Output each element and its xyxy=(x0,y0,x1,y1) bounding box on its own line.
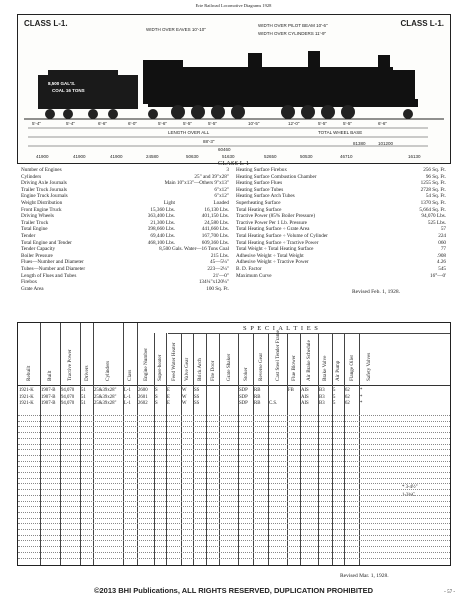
table-cell: 2600 xyxy=(138,388,148,393)
safety-valve-note-2: 1-3¾C xyxy=(402,493,416,498)
column-header: Cylinders xyxy=(105,360,111,381)
table-cell: W xyxy=(182,401,187,406)
class-label-left: CLASS L-1. xyxy=(24,19,68,28)
axle-weight-7: 52650 xyxy=(264,154,277,159)
column-header: Flue Blower xyxy=(290,355,297,381)
table-cell: 1921-K xyxy=(19,394,34,400)
right-spec-row xyxy=(236,200,446,207)
axle-weight-5: 50630 xyxy=(186,154,199,159)
table-cell: SDP xyxy=(239,388,248,393)
table-cell: 51 xyxy=(81,388,86,393)
table-cell: 94,070 xyxy=(61,388,75,393)
table-cell: 62 xyxy=(345,394,350,400)
table-cell: 2602 xyxy=(138,401,148,406)
left-specs xyxy=(21,167,229,292)
weight-light: 21,300 Lbs. xyxy=(150,219,175,226)
header-divider xyxy=(18,385,450,386)
table-cell: 5 xyxy=(333,401,336,406)
table-row xyxy=(18,455,450,456)
width-pilot-label: WIDTH OVER PILOT BEAM 10'-6" xyxy=(258,23,328,28)
right-spec-row-label: Total Heating Surface ÷ Volume of Cylinder xyxy=(236,232,328,239)
table-cell: 51 xyxy=(81,401,86,406)
table-cell: W xyxy=(182,388,187,393)
right-spec-row-label: Tractive Power (85% Boiler Pressure) xyxy=(236,213,316,220)
weight-row xyxy=(21,233,229,240)
right-spec-row xyxy=(236,266,446,273)
axle-weight-9: 46710 xyxy=(340,154,353,159)
column-header: Brake Valve xyxy=(322,355,328,381)
right-spec-row-label: B. D. Factor xyxy=(236,265,262,272)
table-row xyxy=(18,449,450,450)
left-spec-row xyxy=(21,253,229,260)
column-header: Engine Number xyxy=(142,348,149,381)
right-spec-row xyxy=(236,273,446,280)
dim-9: 12'-0" xyxy=(288,121,300,126)
weight-light: 69,440 Lbs. xyxy=(150,232,175,239)
table-cell: * xyxy=(360,388,363,393)
table-row xyxy=(18,478,450,479)
table-row xyxy=(18,483,450,484)
right-specs xyxy=(236,167,446,279)
right-spec-row-value: 57 xyxy=(440,226,446,233)
table-row xyxy=(18,489,450,490)
table-cell: 94,070 xyxy=(61,394,75,400)
table-cell: SDP xyxy=(239,394,248,400)
table-row xyxy=(18,506,450,507)
table-row xyxy=(18,495,450,496)
table-cell: L-1 xyxy=(124,401,131,406)
weight-label: Total Engine xyxy=(21,226,48,233)
table-cell: 1907-B xyxy=(41,401,56,406)
column-header: Stoker xyxy=(242,367,249,381)
right-spec-row-label: Total Heating Surface ÷ Tractive Power xyxy=(236,239,319,246)
table-cell: RB xyxy=(254,394,261,400)
weight-light: 398,660 Lbs. xyxy=(147,226,175,233)
right-spec-row-value: 77 xyxy=(440,246,446,253)
right-spec-row-value: 2728 Sq. Ft. xyxy=(420,186,446,193)
table-cell: 1921-K xyxy=(19,401,34,406)
table-cell: L-1 xyxy=(124,388,131,393)
weight-label: Driving Wheels xyxy=(21,213,54,220)
left-spec-row-label: Firebox xyxy=(21,279,38,286)
copyright-footer: ©2013 BHI Publications, ALL RIGHTS RESERVED, DUPLICATION PROHIBITED xyxy=(93,586,374,595)
weight-loaded: 24,580 Lbs. xyxy=(204,219,229,226)
column-header: Feed Water Heater xyxy=(170,342,177,381)
left-spec-row xyxy=(21,174,229,181)
dim-11: 5'-5" xyxy=(343,121,352,126)
left-spec-row-value: 223—2¼" xyxy=(207,265,229,272)
weight-light: 363,400 Lbs. xyxy=(147,213,175,220)
weight-dist-header: Weight Distribution xyxy=(21,199,63,206)
column-header: Reverse Gear xyxy=(257,352,264,381)
table-cell: 62 xyxy=(345,388,350,393)
table-row xyxy=(18,426,450,427)
weight-light-header: Light xyxy=(163,199,175,206)
weight-row xyxy=(21,226,229,233)
weight-light: 15,360 Lbs. xyxy=(150,206,175,213)
right-spec-row xyxy=(236,213,446,220)
table-cell: E xyxy=(167,388,170,393)
dim-10: 5'-5" xyxy=(318,121,327,126)
table-row xyxy=(18,461,450,462)
right-spec-row xyxy=(236,233,446,240)
table-cell: 51 xyxy=(81,394,86,400)
weight-label: Trailer Truck xyxy=(21,219,49,226)
safety-valve-note-1: * 3-4½" xyxy=(402,485,418,490)
left-spec-row-value: 134¼"x120¼" xyxy=(198,279,229,286)
table-cell: S xyxy=(155,388,158,393)
right-spec-row-label: Adhesive Weight ÷ Total Weight xyxy=(236,252,304,259)
left-spec-row-value: 100 Sq. Ft. xyxy=(206,285,229,292)
revised-date-2: Revised Mar. 1, 1928. xyxy=(340,573,389,579)
left-spec-row xyxy=(21,167,229,174)
right-spec-row xyxy=(236,253,446,260)
right-spec-row-value: 525 Lbs. xyxy=(427,219,446,226)
width-cylinders-label: WIDTH OVER CYLINDERS 11'-9" xyxy=(258,31,327,36)
left-spec-row-value: 25" and 39"x28" xyxy=(194,173,229,180)
weight-loaded: 401,150 Lbs. xyxy=(201,213,229,220)
left-spec-row-label: Tubes—Number and Diameter xyxy=(21,265,86,272)
column-header: Safety Valves xyxy=(366,352,372,381)
axle-weight-1: 41900 xyxy=(36,154,49,159)
right-spec-row-value: 545 xyxy=(438,265,446,272)
table-cell: AIS xyxy=(301,388,309,393)
weight-label: Tender xyxy=(21,232,36,239)
left-spec-row-label: Tender Capacity xyxy=(21,246,56,253)
specialties-divider xyxy=(168,333,450,334)
table-row xyxy=(18,558,450,559)
axle-weight-8: 50530 xyxy=(300,154,313,159)
right-spec-row-value: 4.26 xyxy=(436,259,446,266)
dim-2: 5'-4" xyxy=(66,121,75,126)
left-spec-row xyxy=(21,187,229,194)
right-spec-row-label: Total Weight ÷ Total Heating Surface xyxy=(236,246,314,253)
dim-4: 6'-0" xyxy=(128,121,137,126)
right-spec-row-value: 1255 Sq. Ft. xyxy=(420,180,446,187)
column-header: Grate Shaker xyxy=(225,353,232,381)
table-cell: 5 xyxy=(333,388,336,393)
left-spec-row-value: 6"x12" xyxy=(214,193,229,200)
weight-loaded: 441,660 Lbs. xyxy=(201,226,229,233)
table-cell: L-1 xyxy=(124,394,131,400)
table-cell: 94,070 xyxy=(61,401,75,406)
table-cell: SS xyxy=(194,401,200,406)
table-cell: W xyxy=(182,394,187,400)
weight-row xyxy=(21,220,229,227)
left-spec-row-label: Engine Truck Journals xyxy=(21,193,68,200)
weight-light: 468,100 Lbs. xyxy=(147,239,175,246)
spec-title: CLASS L-1 xyxy=(217,160,250,167)
right-spec-row xyxy=(236,226,446,233)
table-row xyxy=(18,546,450,547)
dim-6: 5'-5" xyxy=(183,121,192,126)
table-row xyxy=(18,529,450,530)
column-header: Flange Oiler xyxy=(348,354,355,381)
table-cell: 2601 xyxy=(138,394,148,400)
right-spec-row-value: 256 Sq. Ft. xyxy=(423,167,446,173)
length-over-all-label: LENGTH OVER ALL xyxy=(168,130,210,135)
left-spec-row xyxy=(21,246,229,253)
left-spec-row-label: Boiler Pressure xyxy=(21,252,53,259)
mid-weight-2: 81380 xyxy=(353,141,366,146)
table-cell: SS xyxy=(194,394,200,400)
right-spec-row-value: 96 Sq. Ft. xyxy=(425,173,446,180)
left-spec-row xyxy=(21,180,229,187)
axle-weight-10: 16130 xyxy=(408,154,421,159)
total-wheel-base-label: TOTAL WHEEL BASE xyxy=(318,130,363,135)
table-row xyxy=(18,518,450,519)
table-cell: FB xyxy=(288,388,294,393)
left-spec-row-value: Main 10"x13"—Others 9"x13" xyxy=(164,180,229,187)
table-cell: 25&39x28" xyxy=(94,394,117,400)
table-cell: S xyxy=(155,394,158,400)
table-cell: AIS xyxy=(301,394,309,400)
right-spec-row-value: .908 xyxy=(436,252,446,259)
tender-capacity-label: 8,500 GAL'S. xyxy=(48,81,76,86)
right-spec-row xyxy=(236,259,446,266)
table-cell: B3 xyxy=(319,388,325,393)
right-spec-row-value: 94,070 Lbs. xyxy=(421,213,446,220)
right-spec-row-value: 224 xyxy=(438,232,446,239)
left-spec-row-label: Driving Axle Journals xyxy=(21,180,67,187)
weight-loaded: 167,700 Lbs. xyxy=(201,232,229,239)
table-row xyxy=(18,415,450,416)
right-spec-row-label: Heating Surface Firebox xyxy=(236,167,287,173)
left-spec-row-value: 21'—0" xyxy=(212,272,229,279)
revised-date-1: Revised Feb. 1, 1928. xyxy=(352,289,400,295)
table-cell: 1907-B xyxy=(41,394,56,400)
table-row xyxy=(18,540,450,541)
class-label-right: CLASS L-1. xyxy=(400,19,444,28)
table-row xyxy=(18,552,450,553)
left-spec-row xyxy=(21,259,229,266)
table-row xyxy=(18,523,450,524)
right-spec-row-label: Superheating Surface xyxy=(236,199,281,206)
column-header: Class xyxy=(127,369,133,381)
left-spec-row-value: 3 xyxy=(226,167,229,173)
table-cell: SDP xyxy=(239,401,248,406)
left-spec-row-value: 45—5¼" xyxy=(210,259,229,266)
dim-7: 5'-5" xyxy=(208,121,217,126)
weight-loaded-header: Loaded xyxy=(213,199,229,206)
right-spec-row-value: 5,664 Sq. Ft. xyxy=(419,206,446,213)
table-cell: C.S. xyxy=(269,401,278,406)
dim-1: 5'-4" xyxy=(32,121,41,126)
right-spec-row xyxy=(236,193,446,200)
table-cell: 62 xyxy=(345,401,350,406)
left-spec-row-value: 8,500 Gals. Water—16 Tons Coal xyxy=(159,246,229,253)
table-row xyxy=(18,472,450,473)
weight-loaded: 16,130 Lbs. xyxy=(204,206,229,213)
left-spec-row-label: Flues—Number and Diameter xyxy=(21,259,84,266)
column-header: Air Pump xyxy=(335,360,341,381)
right-spec-row-label: Total Heating Surface xyxy=(236,206,282,213)
column-header: Cast Steel Tender Frame xyxy=(274,330,281,381)
table-row xyxy=(18,444,450,445)
right-spec-row-label: Maximum Curve xyxy=(236,272,272,279)
table-cell: * xyxy=(360,394,363,400)
right-spec-row-value: 54 Sq. Ft. xyxy=(425,193,446,200)
table-cell: 25&39x28" xyxy=(94,388,117,393)
right-spec-row xyxy=(236,180,446,187)
left-spec-row-label: Number of Engines xyxy=(21,167,62,173)
table-cell: B3 xyxy=(319,394,325,400)
weight-row xyxy=(21,213,229,220)
specialties-title: S P E C I A L T I E S xyxy=(243,325,319,332)
left-spec-row-label: Length of Flues and Tubes xyxy=(21,272,77,279)
width-eaves-label: WIDTH OVER EAVES 10'-10" xyxy=(146,27,206,32)
left-spec-row xyxy=(21,193,229,200)
axle-weight-6: 51630 xyxy=(222,154,235,159)
left-spec-row-value: 6"x12" xyxy=(214,186,229,193)
left-spec-row xyxy=(21,273,229,280)
mid-weight-1: 60460 xyxy=(218,147,231,152)
table-cell: 1907-B xyxy=(41,388,56,393)
weight-row xyxy=(21,207,229,214)
table-cell: RB xyxy=(254,388,261,393)
table-cell: E xyxy=(167,401,170,406)
column-header: Air Brake Schedule xyxy=(306,340,312,381)
right-spec-row-label: Heating Surface Combustion Chamber xyxy=(236,173,317,180)
column-header: Built xyxy=(47,370,53,381)
right-spec-row-label: Heating Surface Tubes xyxy=(236,186,284,193)
table-cell: B3 xyxy=(319,401,325,406)
right-spec-row-value: 1370 Sq. Ft. xyxy=(420,199,446,206)
right-spec-row-label: Adhesive Weight ÷ Tractive Power xyxy=(236,259,309,266)
weight-row xyxy=(21,240,229,247)
column-header: Valve Gear xyxy=(184,357,190,381)
dim-8: 10'-5" xyxy=(248,121,260,126)
right-spec-row-label: Tractive Power Per 1 Lb. Pressure xyxy=(236,219,307,226)
table-cell: SS xyxy=(194,388,200,393)
left-spec-row-label: Cylinders xyxy=(21,173,42,180)
right-spec-row xyxy=(236,167,446,174)
weight-header xyxy=(21,200,229,207)
length-over-all-value: 88'-3" xyxy=(203,139,215,144)
coal-capacity-label: COAL 16 TONS xyxy=(52,88,85,93)
engine-table xyxy=(17,322,451,566)
right-spec-row-value: 16°—0' xyxy=(430,272,446,279)
left-spec-row xyxy=(21,266,229,273)
column-header: Fire Door xyxy=(209,360,216,381)
table-row xyxy=(18,501,450,502)
weight-label: Total Engine and Tender xyxy=(21,239,72,246)
axle-weight-4: 24580 xyxy=(146,154,159,159)
right-spec-row-label: Heating Surface Flues xyxy=(236,180,283,187)
table-cell: AIS xyxy=(301,401,309,406)
page-number: - 57 - xyxy=(444,590,455,595)
page-header: Erie Railroad Locomotive Diagrams 1928 xyxy=(195,3,272,8)
table-cell: * xyxy=(360,401,363,406)
table-row xyxy=(18,432,450,433)
table-cell: S xyxy=(155,401,158,406)
table-cell: E xyxy=(167,394,170,400)
table-cell: RB xyxy=(254,401,261,406)
table-cell: 5 xyxy=(333,394,336,400)
dim-5: 5'-6" xyxy=(158,121,167,126)
table-row xyxy=(18,535,450,536)
table-cell: 25&39x28" xyxy=(94,401,117,406)
right-spec-row xyxy=(236,246,446,253)
left-spec-row xyxy=(21,279,229,286)
axle-weight-2: 41900 xyxy=(73,154,86,159)
right-spec-row-value: 060 xyxy=(438,239,446,246)
left-spec-row-label: Trailer Truck Journals xyxy=(21,186,67,193)
right-spec-row-label: Total Heating Surface ÷ Grate Area xyxy=(236,226,310,233)
dim-3: 6'-6" xyxy=(98,121,107,126)
column-header: Brick Arch xyxy=(196,358,203,381)
right-spec-row-label: Heating Surface Arch Tubes xyxy=(236,193,295,200)
weight-loaded: 609,360 Lbs. xyxy=(201,239,229,246)
axle-weight-3: 41900 xyxy=(110,154,123,159)
table-row xyxy=(18,512,450,513)
table-row xyxy=(18,421,450,422)
weight-label: Front Engine Truck xyxy=(21,206,62,213)
left-spec-row xyxy=(21,286,229,293)
mid-weight-3: 101200 xyxy=(378,141,394,146)
table-row xyxy=(18,438,450,439)
left-spec-row-label: Grate Area xyxy=(21,285,44,292)
column-header: Rebuilt xyxy=(26,365,32,381)
dim-12: 6'-6" xyxy=(378,121,387,126)
column-header: Super-heater xyxy=(157,354,163,381)
locomotive-diagram xyxy=(17,14,451,164)
table-row xyxy=(18,466,450,467)
column-header: Tractive Power xyxy=(67,349,73,381)
table-cell: 1921-K xyxy=(19,388,34,393)
left-spec-row-value: 215 Lbs. xyxy=(210,252,229,259)
column-header: Drivers xyxy=(83,365,90,381)
